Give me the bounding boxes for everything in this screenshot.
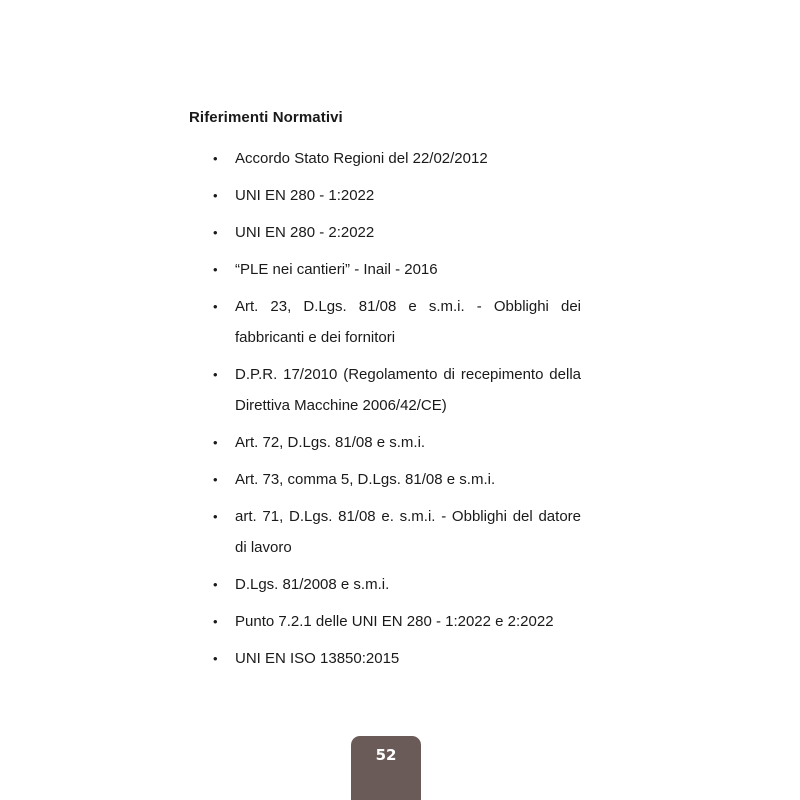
list-item-text: “PLE nei cantieri” - Inail - 2016: [235, 261, 438, 278]
list-item: [213, 143, 581, 174]
bullet-icon: •: [213, 577, 218, 592]
list-item: [213, 569, 581, 600]
list-item-text: Art. 72, D.Lgs. 81/08 e s.m.i.: [235, 434, 426, 451]
list-item-text: Punto 7.2.1 delle UNI EN 280 - 1:2022 e 2:2022: [235, 613, 554, 630]
list-item-text: UNI EN ISO 13850:2015: [235, 650, 400, 667]
list-item: [213, 464, 581, 495]
bullet-icon: •: [213, 299, 218, 314]
list-item-text: UNI EN 280 - 2:2022: [235, 224, 375, 241]
list-item: [213, 291, 581, 353]
list-item: [213, 180, 581, 211]
section-title: Riferimenti Normativi: [189, 109, 343, 126]
bullet-icon: •: [213, 188, 218, 203]
list-item-text: D.P.R. 17/2010 (Regolamento di recepimento della Direttiva Macchine 2006/42/CE): [235, 366, 581, 414]
list-item: [213, 606, 581, 637]
list-item: [213, 217, 581, 248]
bullet-icon: •: [213, 651, 218, 666]
bullet-icon: •: [213, 367, 218, 382]
references-list: [213, 143, 581, 680]
list-item-text: Art. 73, comma 5, D.Lgs. 81/08 e s.m.i.: [235, 471, 496, 488]
bullet-icon: •: [213, 509, 218, 524]
bullet-icon: •: [213, 472, 218, 487]
list-item-text: D.Lgs. 81/2008 e s.m.i.: [235, 576, 390, 593]
page-number: 52: [375, 746, 397, 764]
bullet-icon: •: [213, 151, 218, 166]
page-number-tab: [351, 736, 421, 800]
list-item-text: art. 71, D.Lgs. 81/08 e. s.m.i. - Obblighi del datore di lavoro: [235, 508, 581, 556]
list-item-text: UNI EN 280 - 1:2022: [235, 187, 375, 204]
list-item-text: Accordo Stato Regioni del 22/02/2012: [235, 150, 488, 167]
list-item: [213, 501, 581, 563]
bullet-icon: •: [213, 614, 218, 629]
bullet-icon: •: [213, 225, 218, 240]
list-item-text: Art. 23, D.Lgs. 81/08 e s.m.i. - Obblighi dei fabbricanti e dei fornitori: [235, 298, 581, 346]
list-item: [213, 359, 581, 421]
list-item: [213, 427, 581, 458]
list-item: [213, 254, 581, 285]
bullet-icon: •: [213, 435, 218, 450]
bullet-icon: •: [213, 262, 218, 277]
list-item: [213, 643, 581, 674]
